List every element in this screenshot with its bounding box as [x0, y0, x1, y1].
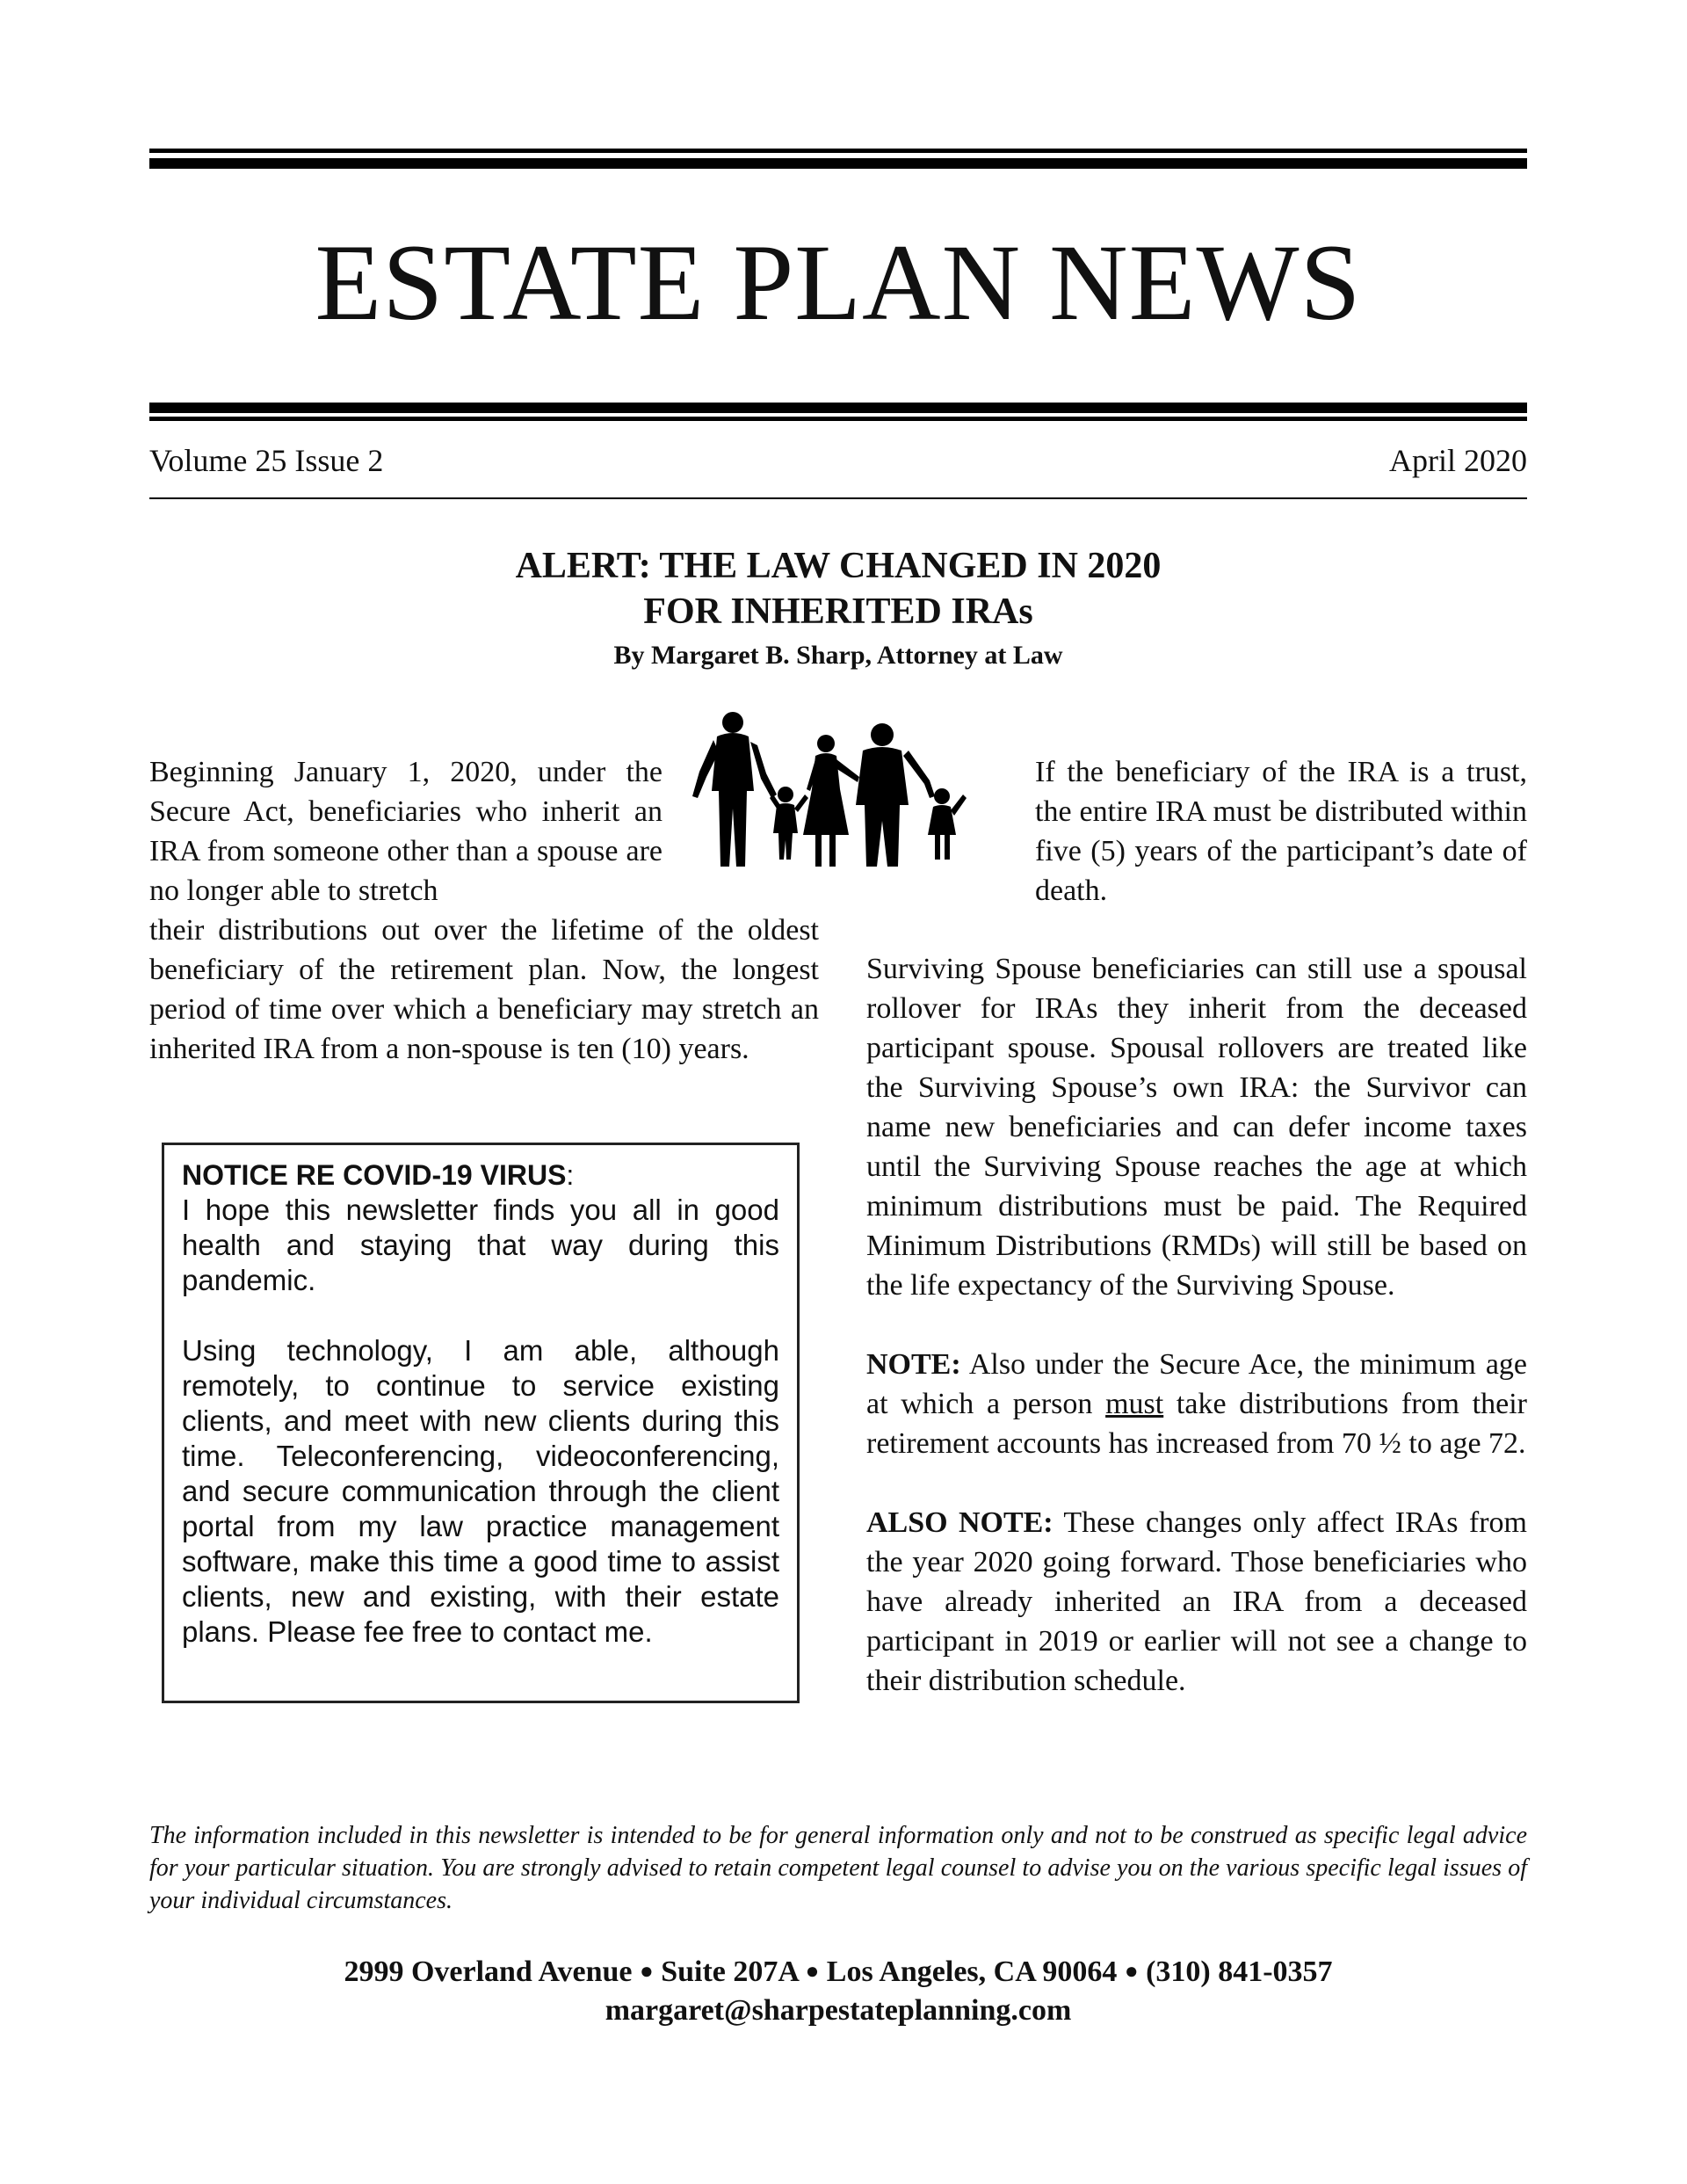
masthead-rule-top-thin	[149, 149, 1527, 153]
spouse-paragraph: Surviving Spouse beneficiaries can still use a spousal rollover for IRAs they inherit from the deceased participant spouse. Spousal rollovers are treated like the Surviving Spouse’s own IRA: the Survivor can name new beneficiaries and can defer income taxes until the Surviving Spouse reaches the age at which minimum distributions must be paid. The Required Minimum Distributions (RMDs) will still be based on the life expectancy of the Surviving Spouse.	[866, 953, 1527, 1302]
newsletter-title: ESTATE PLAN NEWS	[315, 222, 1362, 343]
lead-paragraph	[149, 752, 819, 1069]
right-column	[866, 949, 1527, 1701]
notice-heading-suffix: :	[566, 1159, 575, 1191]
lead-paragraph-rest: their distributions out over the lifetime of the oldest beneficiary of the retirement plan. Now, the longest period of time over which a beneficiary may stretch an inherited IRA from a non-spouse is ten (10) years.	[149, 914, 819, 1065]
note-underlined-word: must	[1105, 1388, 1164, 1420]
note-text-before: Also under the Secure Ace, the minimum age at which a person	[866, 1348, 1527, 1420]
note-text-after: take distributions from their retirement accounts has increased from 70 ½ to age 72.	[866, 1388, 1527, 1460]
headline-line-1: ALERT: THE LAW CHANGED IN 2020	[515, 546, 1162, 586]
bullet-separator: ●	[639, 1958, 654, 1984]
legal-disclaimer: The information included in this newsletter is intended to be for general information only and not to be construed as specific legal advice for your particular situation. You are strongly advised to retain competent legal counsel to advise you on the various specific legal issues of your individual circumstances.	[149, 1822, 1527, 1914]
note-paragraph	[866, 1345, 1527, 1463]
article-headline	[149, 543, 1527, 635]
masthead-rule-top-thick	[149, 158, 1527, 169]
contact-email[interactable]: margaret@sharpestateplanning.com	[605, 1994, 1072, 2027]
bullet-separator: ●	[1124, 1958, 1139, 1984]
note-label: NOTE:	[866, 1348, 961, 1381]
contact-street: 2999 Overland Avenue	[344, 1955, 633, 1988]
article-byline: By Margaret B. Sharp, Attorney at Law	[613, 641, 1063, 670]
also-note-paragraph	[866, 1503, 1527, 1701]
contact-address-line	[149, 1953, 1527, 1993]
notice-paragraph-1: I hope this newsletter finds you all in good health and staying that way during this pandemic.	[182, 1194, 779, 1296]
notice-heading-text: NOTICE RE COVID-19 VIRUS	[182, 1159, 567, 1191]
contact-suite: Suite 207A	[661, 1955, 799, 1988]
also-note-label: ALSO NOTE:	[866, 1506, 1053, 1539]
trust-paragraph: If the beneficiary of the IRA is a trust, the entire IRA must be distributed within five (5) years of the participant’s date of death.	[1035, 756, 1527, 907]
masthead-rule-bottom-thick	[149, 403, 1527, 413]
covid-notice-box	[162, 1143, 800, 1703]
masthead-rule-bottom-thin	[149, 417, 1527, 421]
contact-city: Los Angeles, CA 90064	[826, 1955, 1118, 1988]
notice-spacer	[182, 1298, 779, 1333]
volume-issue: Volume 25 Issue 2	[149, 443, 384, 478]
also-note-text: These changes only affect IRAs from the year 2020 going forward. Those beneficiaries who have already inherited an IRA from a deceased participant in 2019 or earlier will not see a change to their distribution schedule.	[866, 1506, 1527, 1697]
contact-phone[interactable]: (310) 841-0357	[1146, 1955, 1333, 1988]
notice-paragraph-2: Using technology, I am able, although remotely, to continue to service existing clients, and meet with new clients during this time. Teleconferencing, videoconferencing, and secure communication through the client portal from my law practice management software, make this time a good time to assist clients, new and existing, with their estate plans. Please fee free to contact me.	[182, 1334, 779, 1648]
bullet-separator: ●	[805, 1958, 820, 1984]
issue-date: April 2020	[1389, 443, 1527, 478]
lead-paragraph-top: Beginning January 1, 2020, under the Secure Act, beneficiaries who inherit an IRA from someone other than a spouse are no longer able to stretch	[149, 756, 662, 907]
notice-heading	[182, 1157, 779, 1193]
headline-line-2: FOR INHERITED IRAs	[643, 591, 1033, 632]
header-divider	[149, 497, 1527, 499]
